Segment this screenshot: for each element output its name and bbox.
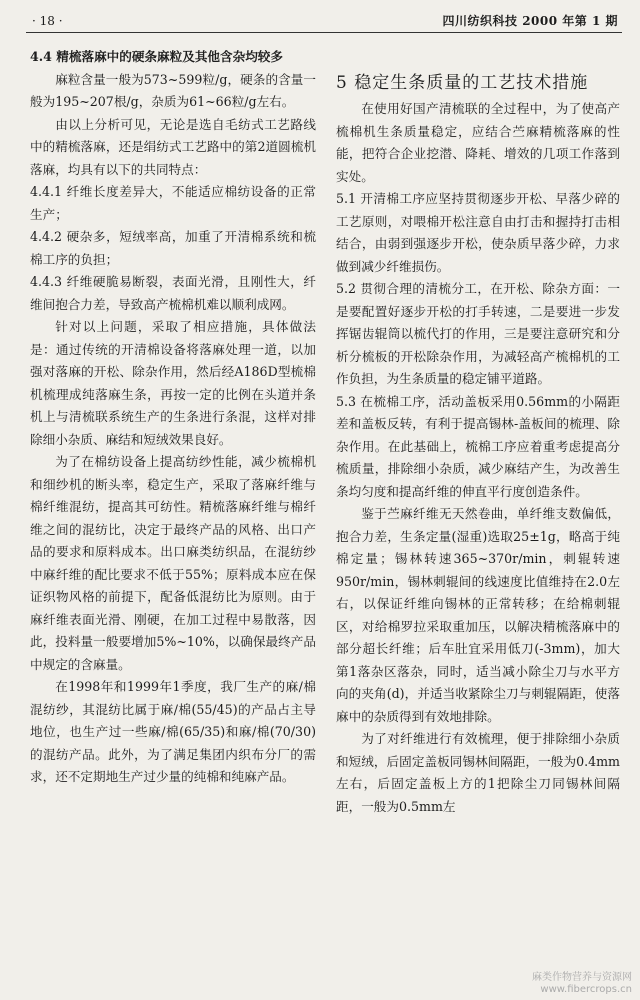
left-column [30,46,316,789]
watermark [532,972,632,996]
paragraph: 在1998年和1999年1季度，我厂生产的麻/棉混纺纱，其混纺比属于麻/棉(55/45)的产品占主导地位，也生产过一些麻/棉(65/35)和麻/棉(70/30)的混纺产品。此外，为了满足集团内织布分厂的需求，还不定期地生产过少量的纯棉和纯麻产品。 [30,679,316,784]
right-column [336,68,620,818]
paragraph: 麻粒含量一般为573~599粒/g，硬条的含量一般为195~207根/g，杂质为61~66粒/g左右。 [30,71,316,109]
journal-title: 四川纺织科技 2000 年第 1 期 [442,14,618,28]
section-5-heading: 5 稳定生条质量的工艺技术措施 [336,73,589,93]
page-header [26,10,622,33]
list-item: 5.2 贯彻合理的清梳分工，在开松、除杂方面：一是要配置好逐步开松的打手转速，二是要进一步发挥锯齿辊筒以梳代打的作用，三是要注意研究和分析分梳板的开松除杂作用，为减轻高产梳棉机的工作负担，为生条质量的稳定铺平道路。 [336,281,620,386]
watermark-url: www.fibercrops.cn [540,984,632,995]
list-item: 4.4.3 纤维硬脆易断裂，表面光滑，且刚性大，纤维间抱合力差，导致高产梳棉机难以顺利成网。 [30,274,316,312]
paragraph: 由以上分析可见，无论是选自毛纺式工艺路线中的精梳落麻，还是绢纺式工艺路中的第2道圆梳机落麻，均具有以下的共同特点： [30,116,316,177]
section-4-4-heading: 4.4 精梳落麻中的硬条麻粒及其他含杂均较多 [30,49,283,64]
list-item: 5.1 开清棉工序应坚持贯彻逐步开松、早落少碎的工艺原则，对喂棉开松注意自由打击和握持打击相结合，由弱到强逐步开松，使杂质早落少碎，力求做到减少纤维损伤。 [336,191,620,274]
page-number: · 18 · [32,14,63,28]
watermark-line: 麻类作物营养与资源网 [532,972,632,983]
paragraph: 在使用好国产清梳联的全过程中，为了使高产梳棉机生条质量稳定，应结合苎麻精梳落麻的性能，把符合企业挖潜、降耗、增效的几项工作落到实处。 [336,101,620,184]
list-item: 4.4.1 纤维长度差异大，不能适应棉纺设备的正常生产； [30,184,316,222]
paragraph: 为了在棉纺设备上提高纺纱性能，减少梳棉机和细纱机的断头率，稳定生产，采取了落麻纤维与棉纤维混纺，提高其可纺性。精梳落麻纤维与棉纤维之间的混纺比，决定于最终产品的风格、出口产品的要求和原料成本。出口麻类纺织品，在混纺纱中麻纤维的配比要求不低于55%；原料成本应在保证织物风格的前提下，配备低混纺比为原则。由于麻纤维表面光滑、刚硬，在加工过程中易散落，因此，投料量一般要增加5%~10%，以确保最终产品中规定的含麻量。 [30,454,316,672]
paragraph: 为了对纤维进行有效梳理，便于排除细小杂质和短绒，后固定盖板同锡林间隔距，一般为0.4mm左右，后固定盖板上方的1把除尘刀同锡林间隔距，一般为0.5mm左 [336,731,620,814]
paragraph: 针对以上问题，采取了相应措施，具体做法是：通过传统的开清棉设备将落麻处理一道，以加强对落麻的开松、除杂作用，然后经A186D型梳棉机梳理成纯落麻生条，再按一定的比例在头道并条机上与清梳联系统生产的生条进行条混，这样对排除细小杂质、麻结和短绒效果良好。 [30,319,316,447]
list-item: 5.3 在梳棉工序，活动盖板采用0.56mm的小隔距差和盖板反转，有利于提高锡林-盖板间的梳理、除杂作用。在此基础上，梳棉工序应着重考虑提高分梳质量，排除细小杂质，减少麻结产生，为改善生条均匀度和提高纤维的伸直平行度创造条件。 [336,393,620,499]
paragraph: 鉴于苎麻纤维无天然卷曲，单纤维支数偏低，抱合力差，生条定量(湿重)选取25±1g，略高于纯棉定量；锡林转速365~370r/min，刺辊转速950r/min，锡林刺辊间的线速度比值维持在2.0左右，以保证纤维向锡林的正常转移；在给棉刺辊区，对给棉罗拉采取重加压，以解决精梳落麻中的部分超长纤维；后车肚宜采用低刀(-3mm)，加大第1落杂区落杂，同时，适当减小除尘刀与水平方向的夹角(d)，并适当收紧除尘刀与刺辊隔距，使落麻中的杂质得到有效地排除。 [336,506,620,724]
list-item: 4.4.2 硬杂多，短绒率高，加重了开清棉系统和梳棉工序的负担； [30,229,316,267]
